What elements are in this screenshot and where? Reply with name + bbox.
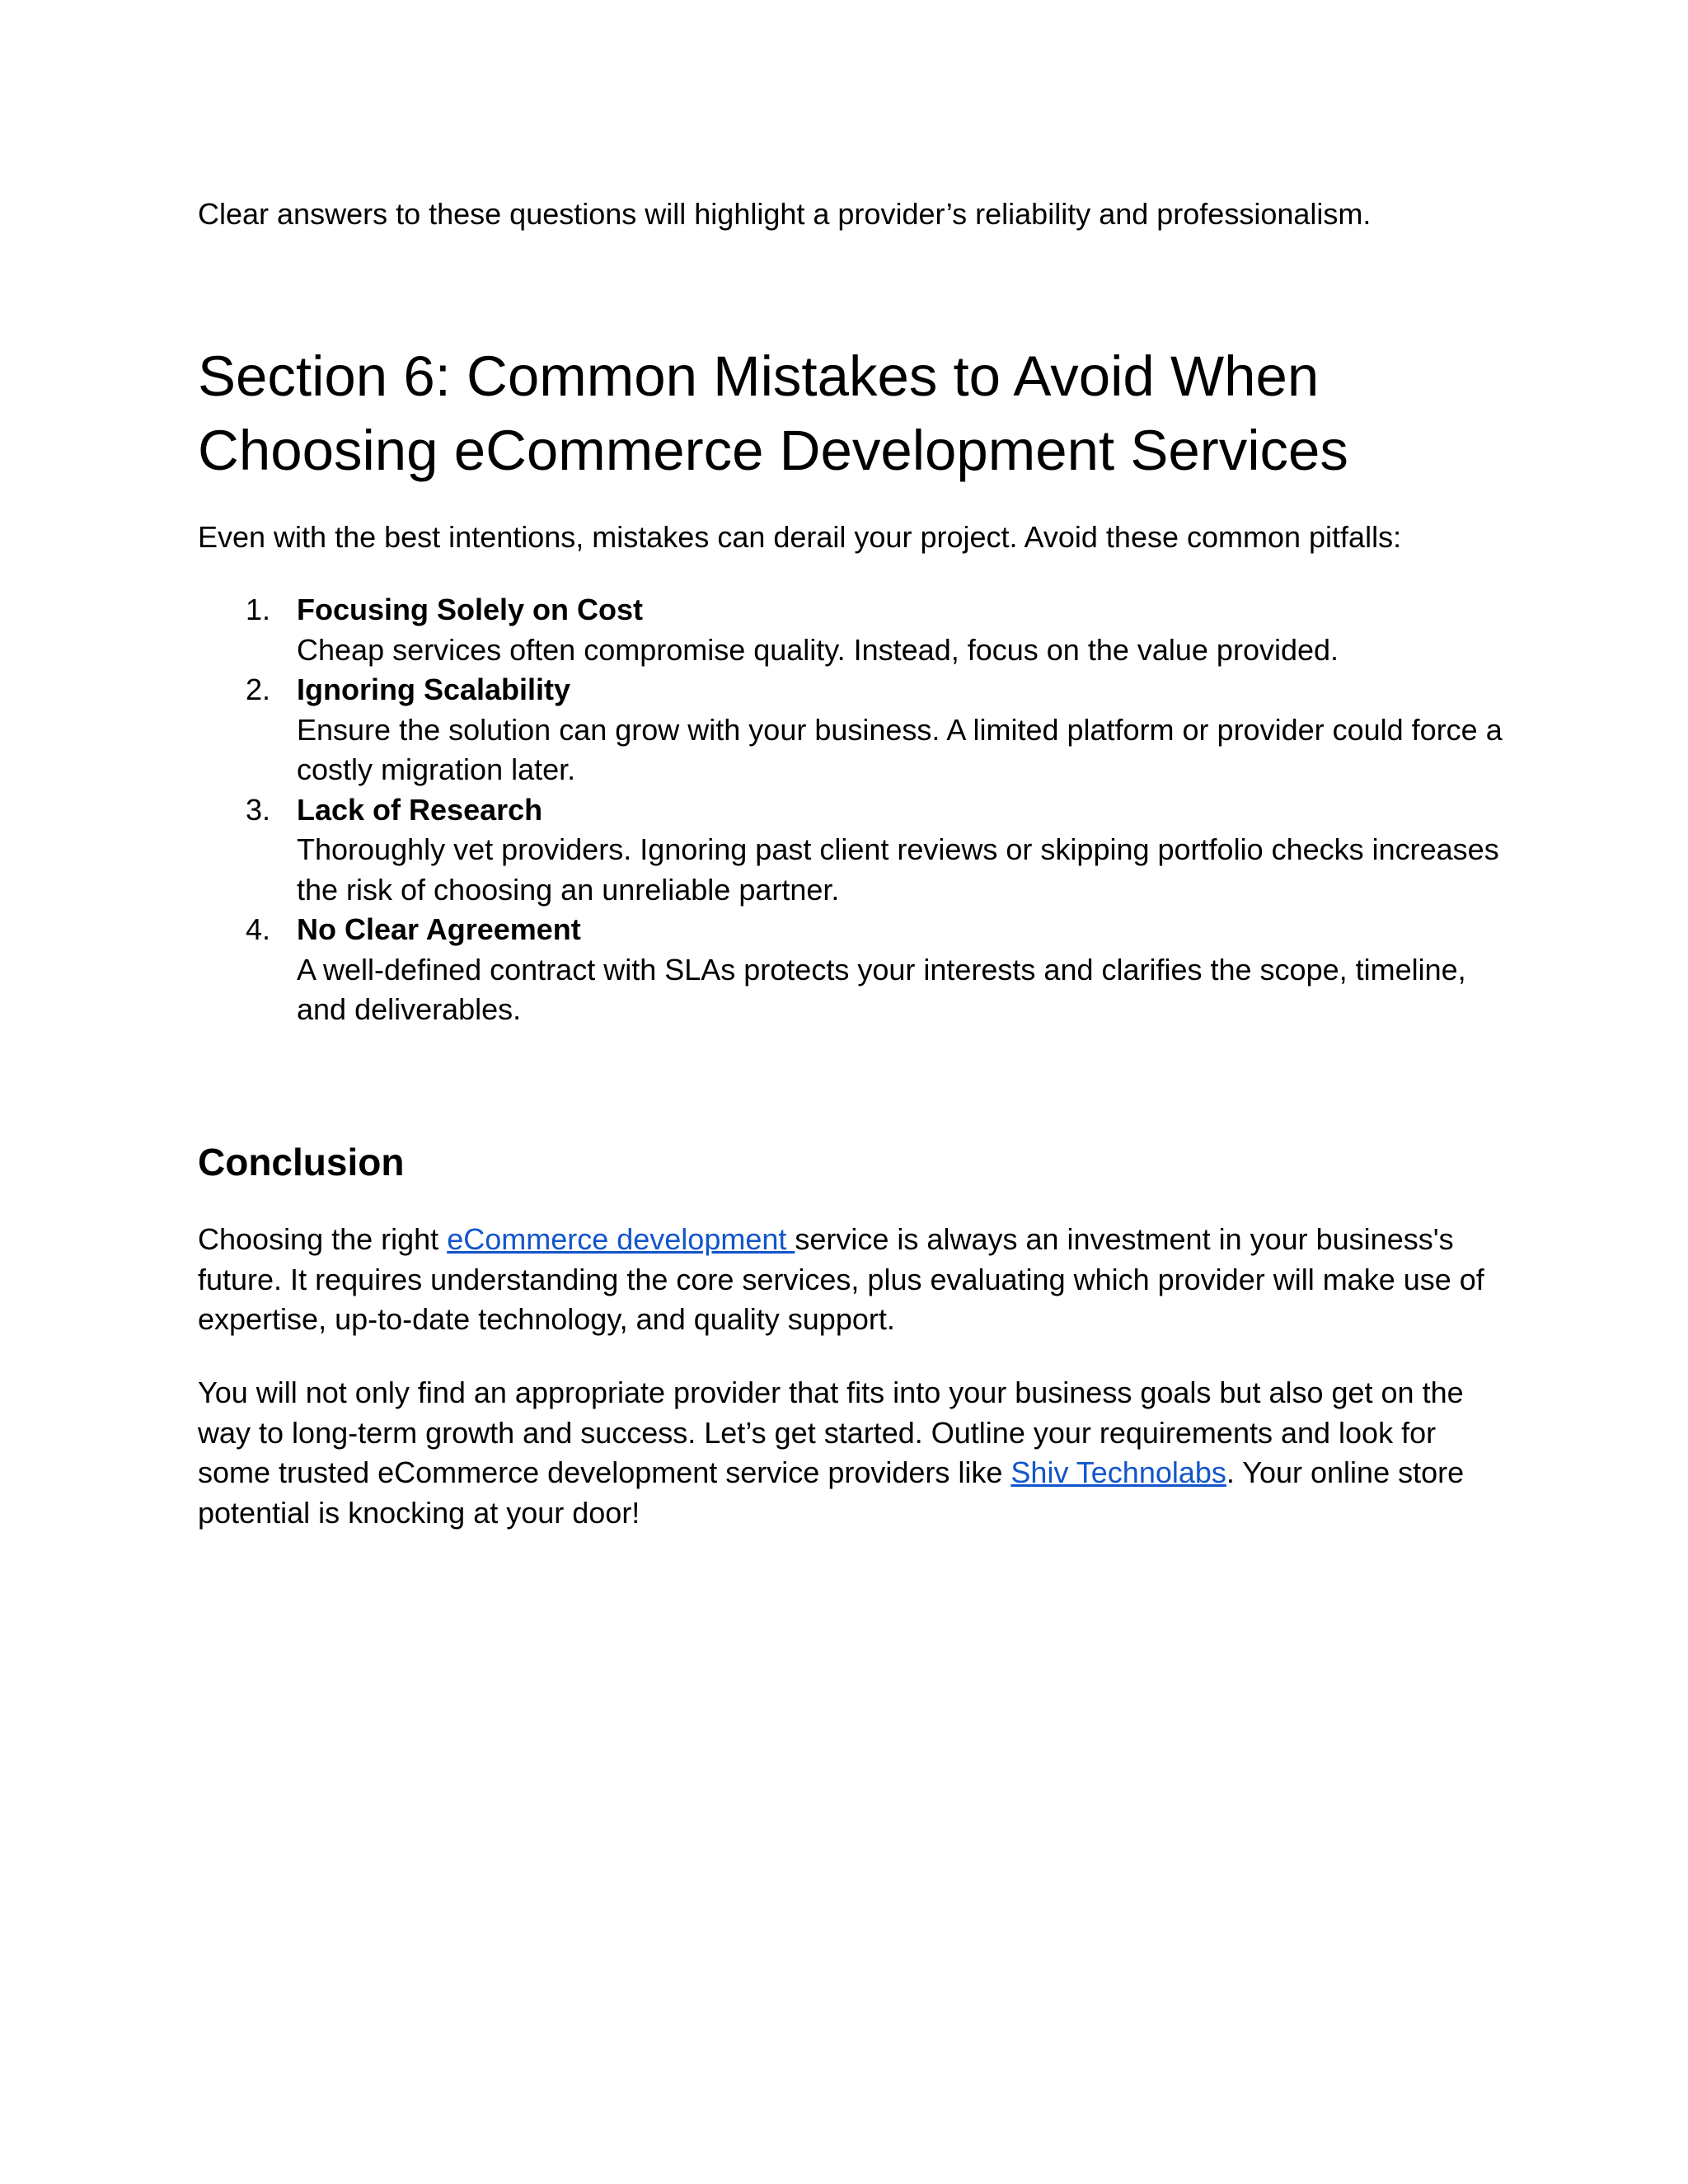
- mistake-item-3: [198, 790, 1517, 911]
- section-6-intro: Even with the best intentions, mistakes can derail your project. Avoid these common pitfalls:: [198, 520, 1402, 554]
- list-number: 4.: [246, 912, 271, 946]
- section-6-heading: [198, 340, 1517, 488]
- conclusion-heading: Conclusion: [198, 1141, 405, 1183]
- list-number: 2.: [246, 673, 271, 706]
- conclusion-paragraph-2: [198, 1373, 1517, 1533]
- ecommerce-development-link[interactable]: eCommerce development: [447, 1222, 795, 1256]
- mistake-item-2: [198, 670, 1517, 790]
- section-6-heading-line-2: Choosing eCommerce Development Services: [198, 419, 1348, 482]
- list-number: 3.: [246, 792, 271, 827]
- paragraph-text: Choosing the right: [198, 1222, 448, 1256]
- mistake-title: No Clear Agreement: [297, 912, 581, 946]
- mistake-item-4: [198, 910, 1517, 1030]
- paragraph-text: . Your online store potential is knocking at your door!: [198, 1455, 1465, 1530]
- mistake-title: Lack of Research: [297, 792, 543, 827]
- mistake-description: A well-defined contract with SLAs protects your interests and clarifies the scope, timeline, and deliverables.: [297, 952, 1466, 1026]
- section-6-heading-line-1: Section 6: Common Mistakes to Avoid When: [198, 344, 1320, 408]
- mistake-title: Focusing Solely on Cost: [297, 593, 644, 626]
- conclusion-paragraph-1: [198, 1220, 1517, 1340]
- intro-paragraph: Clear answers to these questions will highlight a provider’s reliability and professionalism.: [198, 197, 1372, 231]
- paragraph-text: service is always an investment in your business's future. It requires understanding the core services, plus evaluating which provider will make use of expertise, up-to-date technology, and quality support.: [198, 1222, 1484, 1336]
- mistake-title: Ignoring Scalability: [297, 673, 571, 706]
- shiv-technolabs-link[interactable]: Shiv Technolabs: [1010, 1455, 1226, 1489]
- mistake-description: Ensure the solution can grow with your business. A limited platform or provider could force a costly migration later.: [297, 712, 1503, 786]
- paragraph-text: You will not only find an appropriate provider that fits into your business goals but also get on the way to long-term growth and success. Let’s get started. Outline your requirements and look for some trusted eCommerce development service providers like: [198, 1376, 1464, 1489]
- mistake-item-1: [198, 590, 1517, 670]
- list-number: 1.: [246, 593, 271, 626]
- mistake-description: Thoroughly vet providers. Ignoring past client reviews or skipping portfolio checks increases the risk of choosing an unreliable partner.: [297, 832, 1499, 907]
- mistakes-list: [198, 590, 1517, 1030]
- mistake-description: Cheap services often compromise quality. Instead, focus on the value provided.: [297, 632, 1339, 667]
